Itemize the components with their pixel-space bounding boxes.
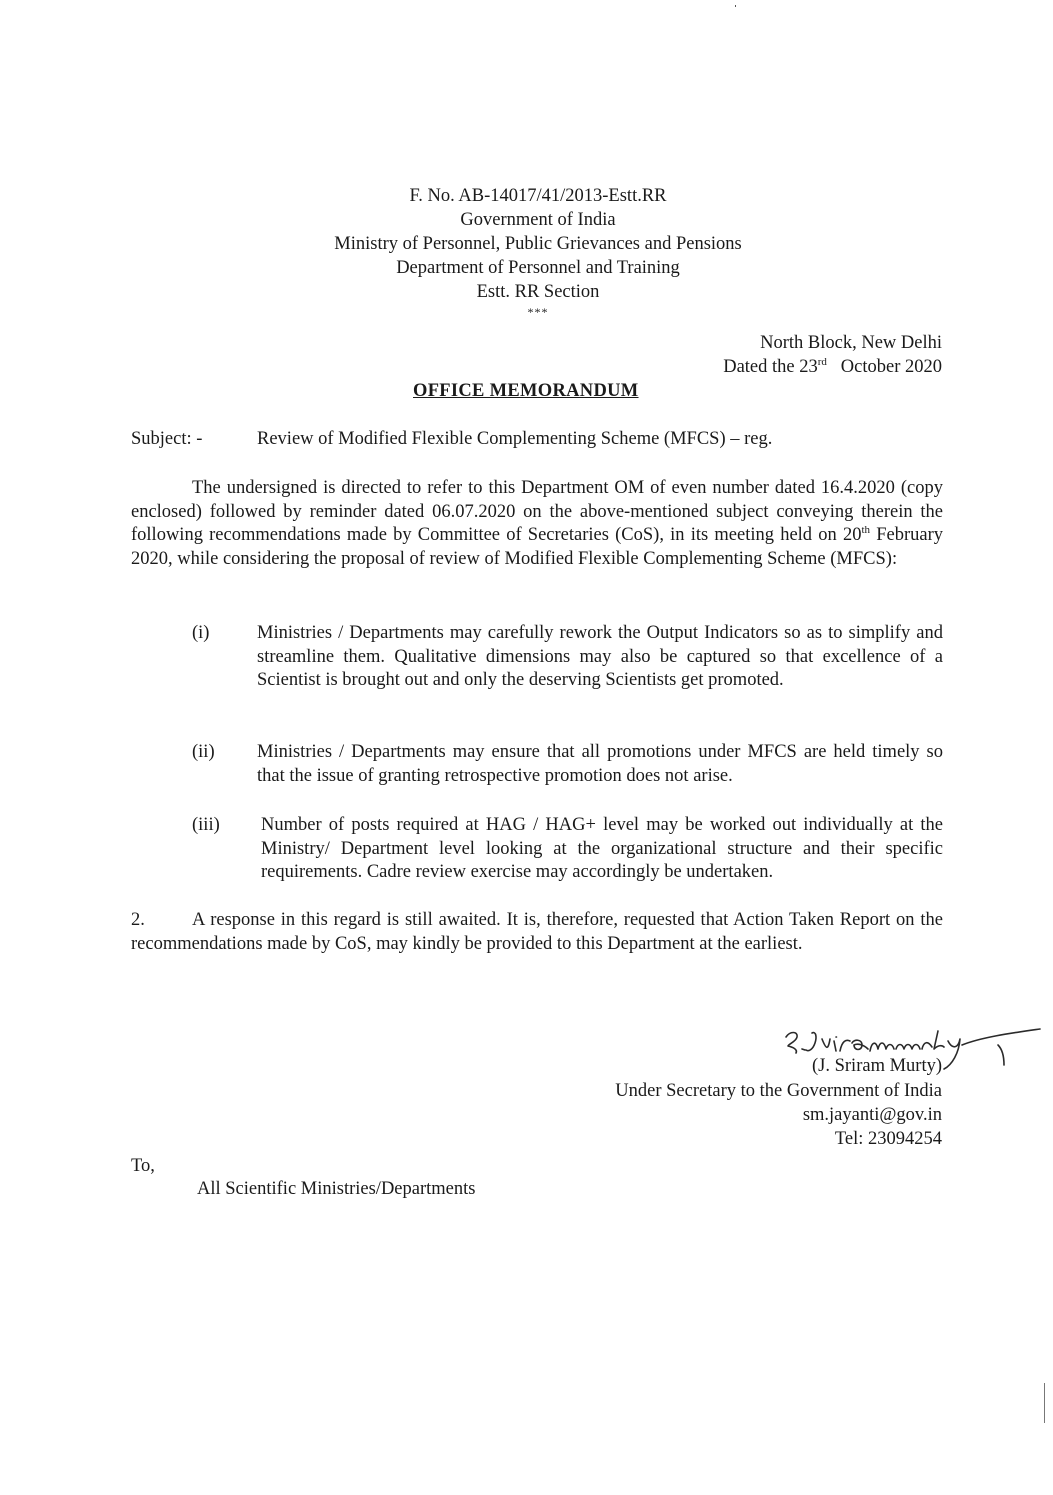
place-line: North Block, New Delhi <box>760 333 942 353</box>
signatory-phone: Tel: 23094254 <box>834 1129 942 1149</box>
item-number: (iii) <box>192 815 220 835</box>
subject-text: Review of Modified Flexible Complementing Scheme (MFCS) – reg. <box>257 429 773 449</box>
subject-label: Subject: - <box>131 429 203 449</box>
paragraph-2: A response in this regard is still awaited. It is, therefore, requested that Action Taken Report on the recommendations made by CoS, may kindly be provided to this Department at the earliest. <box>131 910 943 954</box>
item-number: (i) <box>192 623 210 643</box>
scan-edge-mark <box>1044 1383 1045 1423</box>
date-suffix: rd <box>817 355 827 368</box>
government-name: Government of India <box>460 210 616 230</box>
signatory-name: (J. Sriram Murty) <box>812 1056 942 1076</box>
paragraph-1 <box>131 477 943 571</box>
to-label: To, <box>131 1156 155 1176</box>
scan-speck <box>735 5 736 7</box>
paragraph-2-number: 2. <box>131 910 145 930</box>
header-stars: *** <box>527 305 549 319</box>
ministry-name: Ministry of Personnel, Public Grievances and Pensions <box>334 234 742 254</box>
item-text: Number of posts required at HAG / HAG+ level may be worked out individually at the Ministry/ Department level looking at the organizational structure and their specific requirements. Cadre review exercise may accordingly be undertaken. <box>261 815 943 883</box>
date-line <box>723 356 942 380</box>
signatory-email: sm.jayanti@gov.in <box>802 1105 942 1125</box>
file-number: F. No. AB-14017/41/2013-Estt.RR <box>409 186 667 206</box>
item-number: (ii) <box>192 742 215 762</box>
memo-title: OFFICE MEMORANDUM <box>413 381 639 401</box>
section-name: Estt. RR Section <box>476 282 600 302</box>
paragraph-1-text: The undersigned is directed to refer to this Department OM of even number dated 16.4.2020 (copy enclosed) followed by reminder dated 06.07.2020 on the above-mentioned subject conveying therein the following recommendations made by Committee of Secretaries (CoS), in its meeting held on 20 <box>131 478 943 546</box>
department-name: Department of Personnel and Training <box>396 258 680 278</box>
date-rest: October 2020 <box>840 357 942 377</box>
recipient: All Scientific Ministries/Departments <box>197 1179 476 1199</box>
paragraph-1-text-end: February 2020, while considering the proposal of review of Modified Flexible Complementing Scheme (MFCS): <box>131 525 943 569</box>
item-text: Ministries / Departments may carefully rework the Output Indicators so as to simplify and streamline them. Qualitative dimensions may also be captured so that excellence of a Scientist is brought out and only the deserving Scientists get promoted. <box>257 623 943 691</box>
paragraph-1-sup: th <box>861 524 871 537</box>
item-text: Ministries / Departments may ensure that all promotions under MFCS are held timely so that the issue of granting retrospective promotion does not arise. <box>257 742 943 786</box>
signatory-designation: Under Secretary to the Government of India <box>615 1081 942 1101</box>
date-prefix: Dated the 23 <box>723 357 818 377</box>
